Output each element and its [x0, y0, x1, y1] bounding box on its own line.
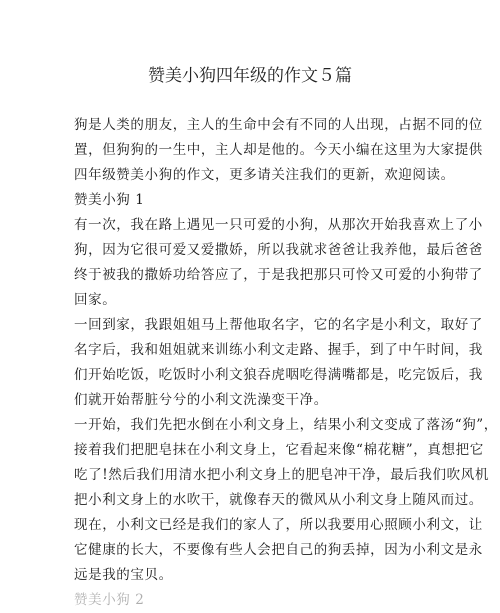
- text-line: 回家。: [74, 292, 117, 308]
- text-line: 把小利文身上的水吹干，就像春天的微风从小利文身上随风而过。: [74, 492, 483, 508]
- text-line: 终于被我的撒娇功给答应了，于是我把那只可怜又可爱的小狗带了: [74, 267, 483, 283]
- text-line: 远是我的宝贝。: [74, 567, 173, 583]
- text-line: 一开始，我们先把水倒在小利文身上，结果小利文变成了落汤“狗”，: [74, 417, 498, 433]
- text-line: 一回到家，我跟姐姐马上帮他取名字，它的名字是小利文，取好了: [74, 317, 483, 333]
- text-line: 置，但狗狗的一生中，主人却是他的。今天小编在这里为大家提供: [74, 142, 483, 158]
- text-line: 它健康的长大，不要像有些人会把自己的狗丢掉，因为小利文是永: [74, 542, 483, 558]
- text-line: 们就开始帮脏兮兮的小利文洗澡变干净。: [74, 392, 328, 408]
- partial-heading: 赞美小狗 2: [74, 592, 145, 608]
- document-body: [74, 113, 498, 608]
- section-heading: 赞美小狗 1: [74, 192, 145, 208]
- text-line: 们开始吃饭，吃饭时小利文狼吞虎咽吃得满嘴都是，吃完饭后，我: [74, 367, 483, 383]
- text-line: 狗是人类的朋友，主人的生命中会有不同的人出现，占据不同的位: [74, 117, 483, 133]
- text-line: 接着我们把肥皂抹在小利文身上，它看起来像“棉花糖”，真想把它: [74, 442, 484, 458]
- document-title: 赞美小狗四年级的作文５篇: [148, 66, 352, 86]
- text-line: 现在，小利文已经是我们的家人了，所以我要用心照顾小利文，让: [74, 517, 483, 533]
- text-line: 狗，因为它很可爱又爱撒娇，所以我就求爸爸让我养他，最后爸爸: [74, 242, 483, 258]
- text-line: 吃了!然后我们用清水把小利文身上的肥皂冲干净，最后我们吹风机: [74, 467, 489, 483]
- text-line: 四年级赞美小狗的作文，更多请关注我们的更新，欢迎阅读。: [74, 167, 455, 183]
- text-line: 名字后，我和姐姐就来训练小利文走路、握手，到了中午时间，我: [74, 342, 483, 358]
- text-line: 有一次，我在路上遇见一只可爱的小狗，从那次开始我喜欢上了小: [74, 217, 483, 233]
